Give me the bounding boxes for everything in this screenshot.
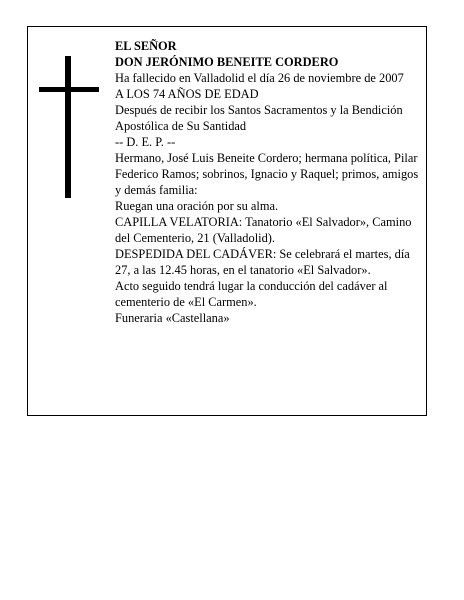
prayer-line: Ruegan una oración por su alma. [115,199,279,213]
cross-icon [39,56,99,198]
cross-horizontal-bar [39,87,99,92]
obituary-text [115,38,423,326]
funeral-home-line: Funeraria «Castellana» [115,311,230,325]
death-statement: Ha fallecido en Valladolid el día 26 de noviembre de 2007 [115,71,404,85]
notice-title: EL SEÑOR [115,39,177,53]
chapel-line: CAPILLA VELATORIA: Tanatorio «El Salvador», Camino del Cementerio, 21 (Valladolid). [115,215,412,245]
farewell-line: DESPEDIDA DEL CADÁVER: Se celebrará el martes, día 27, a las 12.45 horas, en el tanatorio «El Salvador». [115,247,410,277]
family-line: Hermano, José Luis Beneite Cordero; hermana política, Pilar Federico Ramos; sobrinos, Ignacio y Raquel; primos, amigos y demás familia: [115,151,419,197]
deceased-name: DON JERÓNIMO BENEITE CORDERO [115,55,339,69]
rip-line: -- D. E. P. -- [115,135,176,149]
age-line: A LOS 74 AÑOS DE EDAD [115,87,259,101]
burial-line: Acto seguido tendrá lugar la conducción del cadáver al cementerio de «El Carmen». [115,279,388,309]
obituary-notice [27,26,427,416]
sacraments-line: Después de recibir los Santos Sacramentos y la Bendición Apostólica de Su Santidad [115,103,403,133]
cross-vertical-bar [65,56,71,198]
